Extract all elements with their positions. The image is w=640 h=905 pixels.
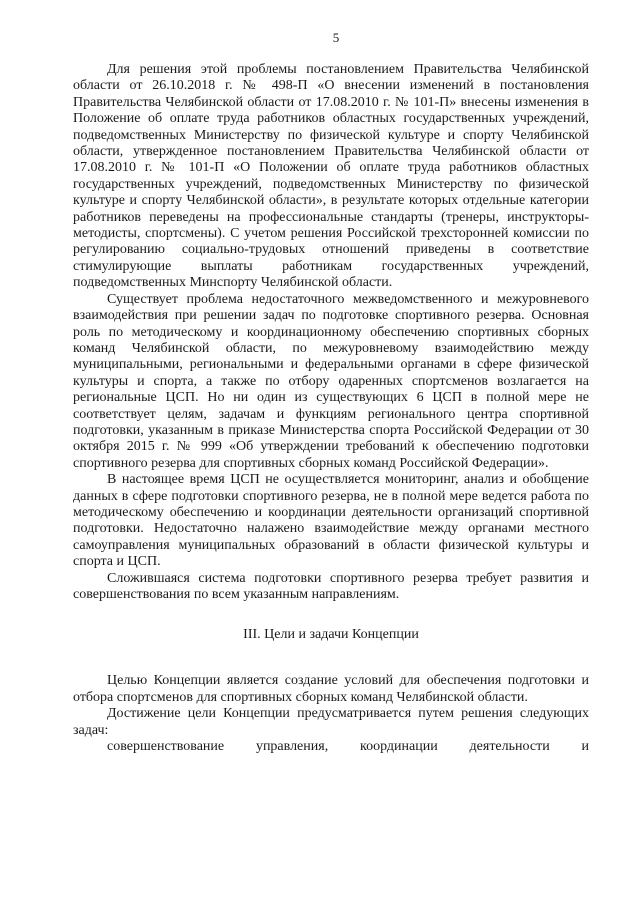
paragraph-system-development: Сложившаяся система подготовки спортивного резерва требует развития и совершенствования по всем указанным направлениям. — [73, 570, 589, 602]
page-number: 5 — [332, 30, 340, 45]
paragraph-tasks-intro: Достижение цели Концепции предусматривается путем решения следующих задач: — [73, 706, 589, 738]
document-page — [73, 30, 589, 890]
section-heading: III. Цели и задачи Концепции — [243, 627, 419, 643]
paragraph-interaction-problem: Существует проблема недостаточного межведомственного и межуровневого взаимодействия при решении задач по подготовке спортивного резерва. Основная роль по методическому и координационному обеспечению спортивных сборных команд Челябинской области, по межуровневому взаимодействию между муниципальными, региональными и федеральными органами в сфере физической культуры и спорта, а также по отбору одаренных спортсменов возлагается на региональные ЦСП. Но ни один из существующих 6 ЦСП в полной мере не соответствует целям, задачам и функциям регионального центра спортивной подготовки, указанным в приказе Министерства спорта Российской Федерации от 30 октября 2015 г. № 999 «Об утверждении требований к обеспечению подготовки спортивного резерва для спортивных сборных команд Российской Федерации». — [73, 291, 589, 471]
paragraph-task-item: совершенствование управления, координации деятельности и — [107, 739, 589, 755]
paragraph-current-state: В настоящее время ЦСП не осуществляется мониторинг, анализ и обобщение данных в сфере подготовки спортивного резерва, не в полной мере ведется работа по методическому обеспечению и координации деятельности организаций спортивной подготовки. Недостаточно налажено взаимодействие между органами местного самоуправления муниципальных образований в области физической культуры и спорта и ЦСП. — [73, 472, 589, 570]
paragraph-goal: Целью Концепции является создание условий для обеспечения подготовки и отбора спортсменов для спортивных сборных команд Челябинской области. — [73, 673, 589, 705]
paragraph-problem-solution: Для решения этой проблемы постановлением Правительства Челябинской области от 26.10.2018 г. № 498-П «О внесении изменений в постановления Правительства Челябинской области от 17.08.2010 г. № 101-П» внесены изменения в Положение об оплате труда работников областных государственных учреждений, подведомственных Министерству по физической культуре и спорту Челябинской области, утвержденное постановлением Правительства Челябинской области от 17.08.2010 г. № 101-П «О Положении об оплате труда работников областных государственных учреждений, подведомственных Министерству по физической культуре и спорту Челябинской области», в результате которых отдельные категории работников переведены на профессиональные стандарты (тренеры, инструкторы-методисты, спортсмены). С учетом решения Российской трехсторонней комиссии по регулированию социально-трудовых отношений приведены в соответствие стимулирующие выплаты работникам государственных учреждений, подведомственных Минспорту Челябинской области. — [73, 62, 589, 291]
